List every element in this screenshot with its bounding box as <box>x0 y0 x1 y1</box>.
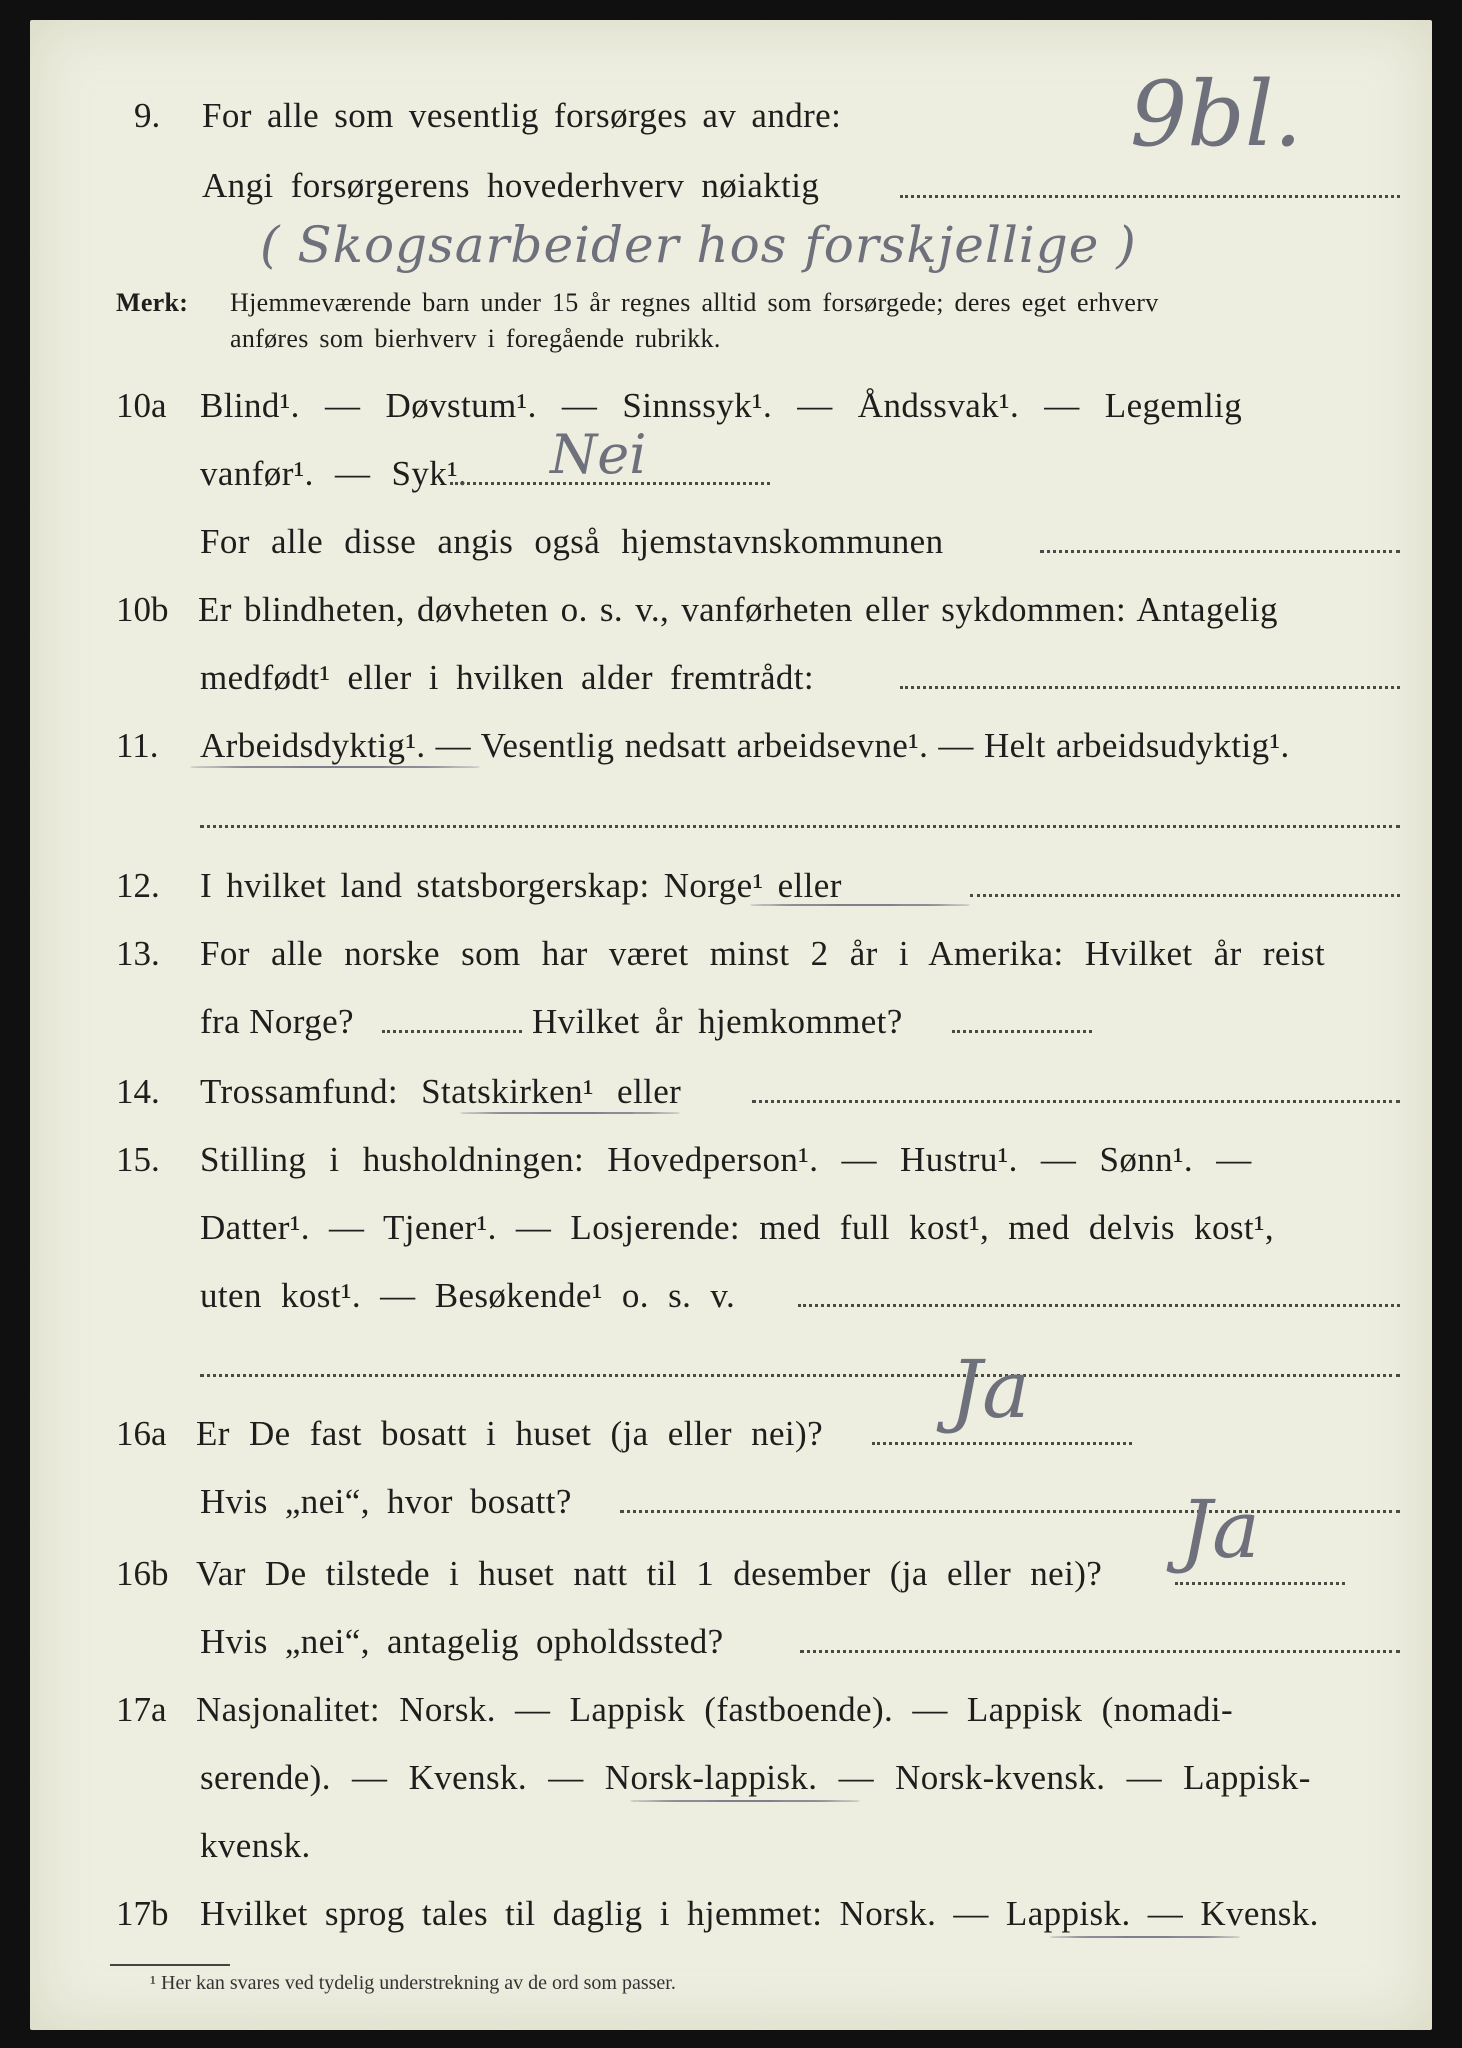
q16b-opholdssted-line[interactable] <box>800 1650 1400 1653</box>
q10b-number: 10b <box>116 590 169 629</box>
q16a-number: 16a <box>116 1414 167 1453</box>
q12-underline-mark <box>750 904 970 906</box>
q14-line1: Trossamfund: Statskirken¹ eller <box>200 1072 682 1111</box>
q16b-line1: Var De tilstede i huset natt til 1 desember (ja eller nei)? <box>196 1554 1103 1593</box>
q13-hjemkommet-line[interactable] <box>952 1030 1092 1033</box>
q14-answer-line[interactable] <box>752 1100 1400 1103</box>
q16a-line1: Er De fast bosatt i huset (ja eller nei)? <box>196 1414 824 1453</box>
q13-line2b: Hvilket år hjemkommet? <box>532 1002 903 1041</box>
q10a-number: 10a <box>116 386 167 425</box>
q16b-answer-line[interactable] <box>1175 1582 1345 1585</box>
q15-line1: Stilling i husholdningen: Hovedperson¹. — Hustru¹. — Sønn¹. — <box>200 1140 1252 1179</box>
q9-handwritten-code: 9bl. <box>1130 62 1303 167</box>
footnote-rule <box>110 1964 230 1966</box>
q15-line2: Datter¹. — Tjener¹. — Losjerende: med full kost¹, med delvis kost¹, <box>200 1208 1275 1247</box>
q9-handwritten-answer: ( Skogsarbeider hos forskjellige ) <box>260 216 1137 274</box>
q17a-number: 17a <box>116 1690 167 1729</box>
q15-line3: uten kost¹. — Besøkende¹ o. s. v. <box>200 1276 736 1315</box>
q13-line1: For alle norske som har været minst 2 år i Amerika: Hvilket år reist <box>200 934 1326 973</box>
q16b-number: 16b <box>116 1554 169 1593</box>
merk-line2: anføres som bierhverv i foregående rubrikk. <box>230 324 721 353</box>
q14-underline-mark <box>460 1112 680 1114</box>
q17a-line1: Nasjonalitet: Norsk. — Lappisk (fastboende). — Lappisk (nomadi- <box>196 1690 1234 1729</box>
q12-line1: I hvilket land statsborgerskap: Norge¹ eller <box>200 866 842 905</box>
q16a-bosatt-line[interactable] <box>620 1510 1400 1513</box>
q17a-underline-mark <box>630 1800 860 1802</box>
q17b-number: 17b <box>116 1894 169 1933</box>
q16b-handwritten-answer: Ja <box>1180 1483 1260 1576</box>
q13-line2a: fra Norge? <box>200 1002 354 1041</box>
q15-answer-line[interactable] <box>798 1304 1400 1307</box>
q14-number: 14. <box>116 1072 160 1111</box>
q17a-line3: kvensk. <box>200 1826 311 1865</box>
q10a-line3: For alle disse angis også hjemstavnskommunen <box>200 522 944 561</box>
q13-reist-line[interactable] <box>382 1030 522 1033</box>
q10b-answer-line[interactable] <box>900 686 1400 689</box>
census-form-page <box>30 20 1432 2030</box>
q11-blank-line[interactable] <box>200 825 1400 828</box>
q16a-answer-line[interactable] <box>872 1442 1132 1445</box>
q10a-line2: vanfør¹. — Syk¹. <box>200 454 468 493</box>
q9-line2: Angi forsørgerens hovederhverv nøiaktig <box>202 166 820 205</box>
q9-answer-line[interactable] <box>900 195 1400 198</box>
q15-number: 15. <box>116 1140 160 1179</box>
footnote: ¹ Her kan svares ved tydelig understrekning av de ord som passer. <box>150 1972 676 1994</box>
q12-answer-line[interactable] <box>970 894 1400 897</box>
q10a-hjemstavn-line[interactable] <box>1040 550 1400 553</box>
merk-line1: Hjemmeværende barn under 15 år regnes alltid som forsørgede; deres eget erhverv <box>230 288 1159 317</box>
q10a-line1: Blind¹. — Døvstum¹. — Sinnssyk¹. — Åndssvak¹. — Legemlig <box>200 386 1243 425</box>
q13-number: 13. <box>116 934 160 973</box>
merk-label: Merk: <box>116 288 189 317</box>
q16a-line2: Hvis „nei“, hvor bosatt? <box>200 1482 572 1521</box>
q11-number: 11. <box>116 726 159 765</box>
q10a-handwritten-answer: Nei <box>550 423 647 486</box>
q17a-line2: serende). — Kvensk. — Norsk-lappisk. — Norsk-kvensk. — Lappisk- <box>200 1758 1311 1797</box>
q11-line1: Arbeidsdyktig¹. — Vesentlig nedsatt arbeidsevne¹. — Helt arbeidsudyktig¹. <box>200 726 1290 765</box>
q16b-line2: Hvis „nei“, antagelig opholdssted? <box>200 1622 724 1661</box>
q16a-handwritten-answer: Ja <box>950 1343 1030 1436</box>
q12-number: 12. <box>116 866 160 905</box>
q15-blank-line[interactable] <box>200 1374 1400 1377</box>
q11-underline-mark <box>190 766 480 768</box>
q10b-line1: Er blindheten, døvheten o. s. v., vanførheten eller sykdommen: Antagelig <box>198 590 1278 629</box>
q10b-line2: medfødt¹ eller i hvilken alder fremtrådt: <box>200 658 815 697</box>
q17b-underline-mark <box>1050 1936 1240 1938</box>
q17b-line1: Hvilket sprog tales til daglig i hjemmet: Norsk. — Lappisk. — Kvensk. <box>200 1894 1319 1933</box>
q9-line1: For alle som vesentlig forsørges av andre: <box>202 96 842 135</box>
q9-number: 9. <box>134 96 161 135</box>
